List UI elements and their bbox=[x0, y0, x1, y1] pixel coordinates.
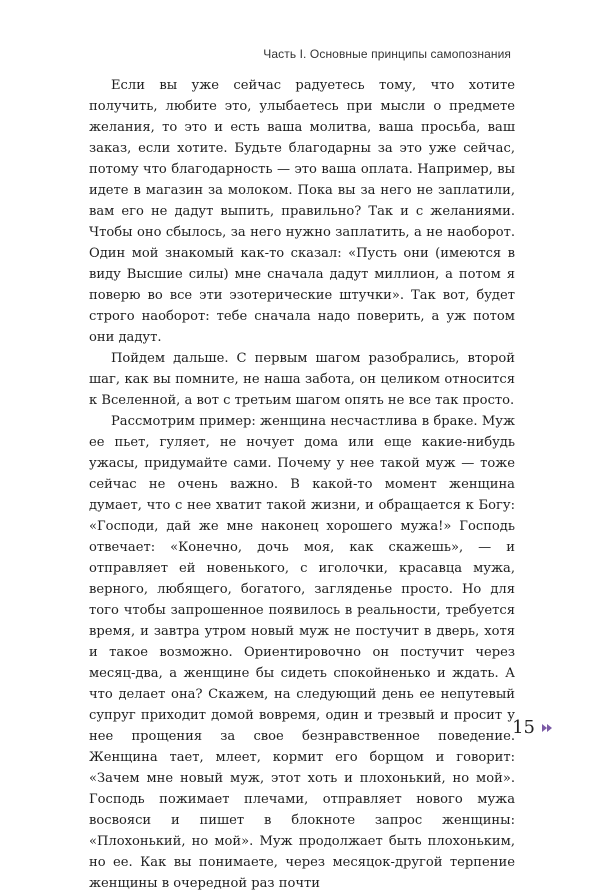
double-chevron-right-icon bbox=[541, 722, 553, 734]
running-head: Часть I. Основные принципы самопознания bbox=[263, 47, 511, 61]
body-text bbox=[89, 75, 515, 894]
page-folio bbox=[512, 717, 553, 738]
paragraph: Пойдем дальше. С первым шагом разобрались, второй шаг, как вы помните, не наша забота, он целиком относится к Вселенной, а вот с третьим шагом опять не все так просто. bbox=[89, 351, 515, 408]
chevron-shape bbox=[542, 724, 552, 732]
page-number: 15 bbox=[512, 717, 535, 738]
paragraph: Если вы уже сейчас радуетесь тому, что хотите получить, любите это, улыбаетесь при мысли о предмете желания, то это и есть ваша молитва, ваша просьба, ваш заказ, если хотите. Будьте благодарны за это уже сейчас, потому что благодарность — это ваша оплата. Например, вы идете в магазин за молоком. Пока вы за него не заплатили, вам его не дадут выпить, правильно? Так и с желаниями. Чтобы оно сбылось, за него нужно заплатить, а не наоборот. Один мой знакомый как-то сказал: «Пусть они (имеются в виду Высшие силы) мне сначала дадут миллион, а потом я поверю во все эти эзотерические штучки». Так вот, будет строго наоборот: тебе сначала надо поверить, а уж потом они дадут. bbox=[89, 78, 515, 345]
paragraph: Рассмотрим пример: женщина несчастлива в браке. Муж ее пьет, гуляет, не ночует дома или еще какие-нибудь ужасы, придумайте сами. Почему у нее такой муж — тоже сейчас не очень важно. В какой-то момент женщина думает, что с нее хватит такой жизни, и обращается к Богу: «Господи, дай же мне наконец хорошего мужа!» Господь отвечает: «Конечно, дочь моя, как скажешь», — и отправляет ей новенького, с иголочки, красавца мужа, верного, любящего, богатого, загляденье просто. Но для того чтобы запрошенное появилось в реальности, требуется время, и завтра утром новый муж не постучит в дверь, хотя и такое возможно. Ориентировочно он постучит через месяц-два, а женщине бы сидеть спокойненько и ждать. А что делает она? Скажем, на следующий день ее непутевый супруг приходит домой вовремя, один и трезвый и просит у нее прощения за свое безнравственное поведение. Женщина тает, млеет, кормит его борщом и говорит: «Зачем мне новый муж, этот хоть и плохонький, но мой». Господь пожимает плечами, отправляет нового мужа восвояси и пишет в блокноте запрос женщины: «Плохонький, но мой». Муж продолжает быть плохоньким, но ее. Как вы понимаете, через месяцок-другой терпение женщины в очередной раз почти bbox=[89, 414, 515, 891]
